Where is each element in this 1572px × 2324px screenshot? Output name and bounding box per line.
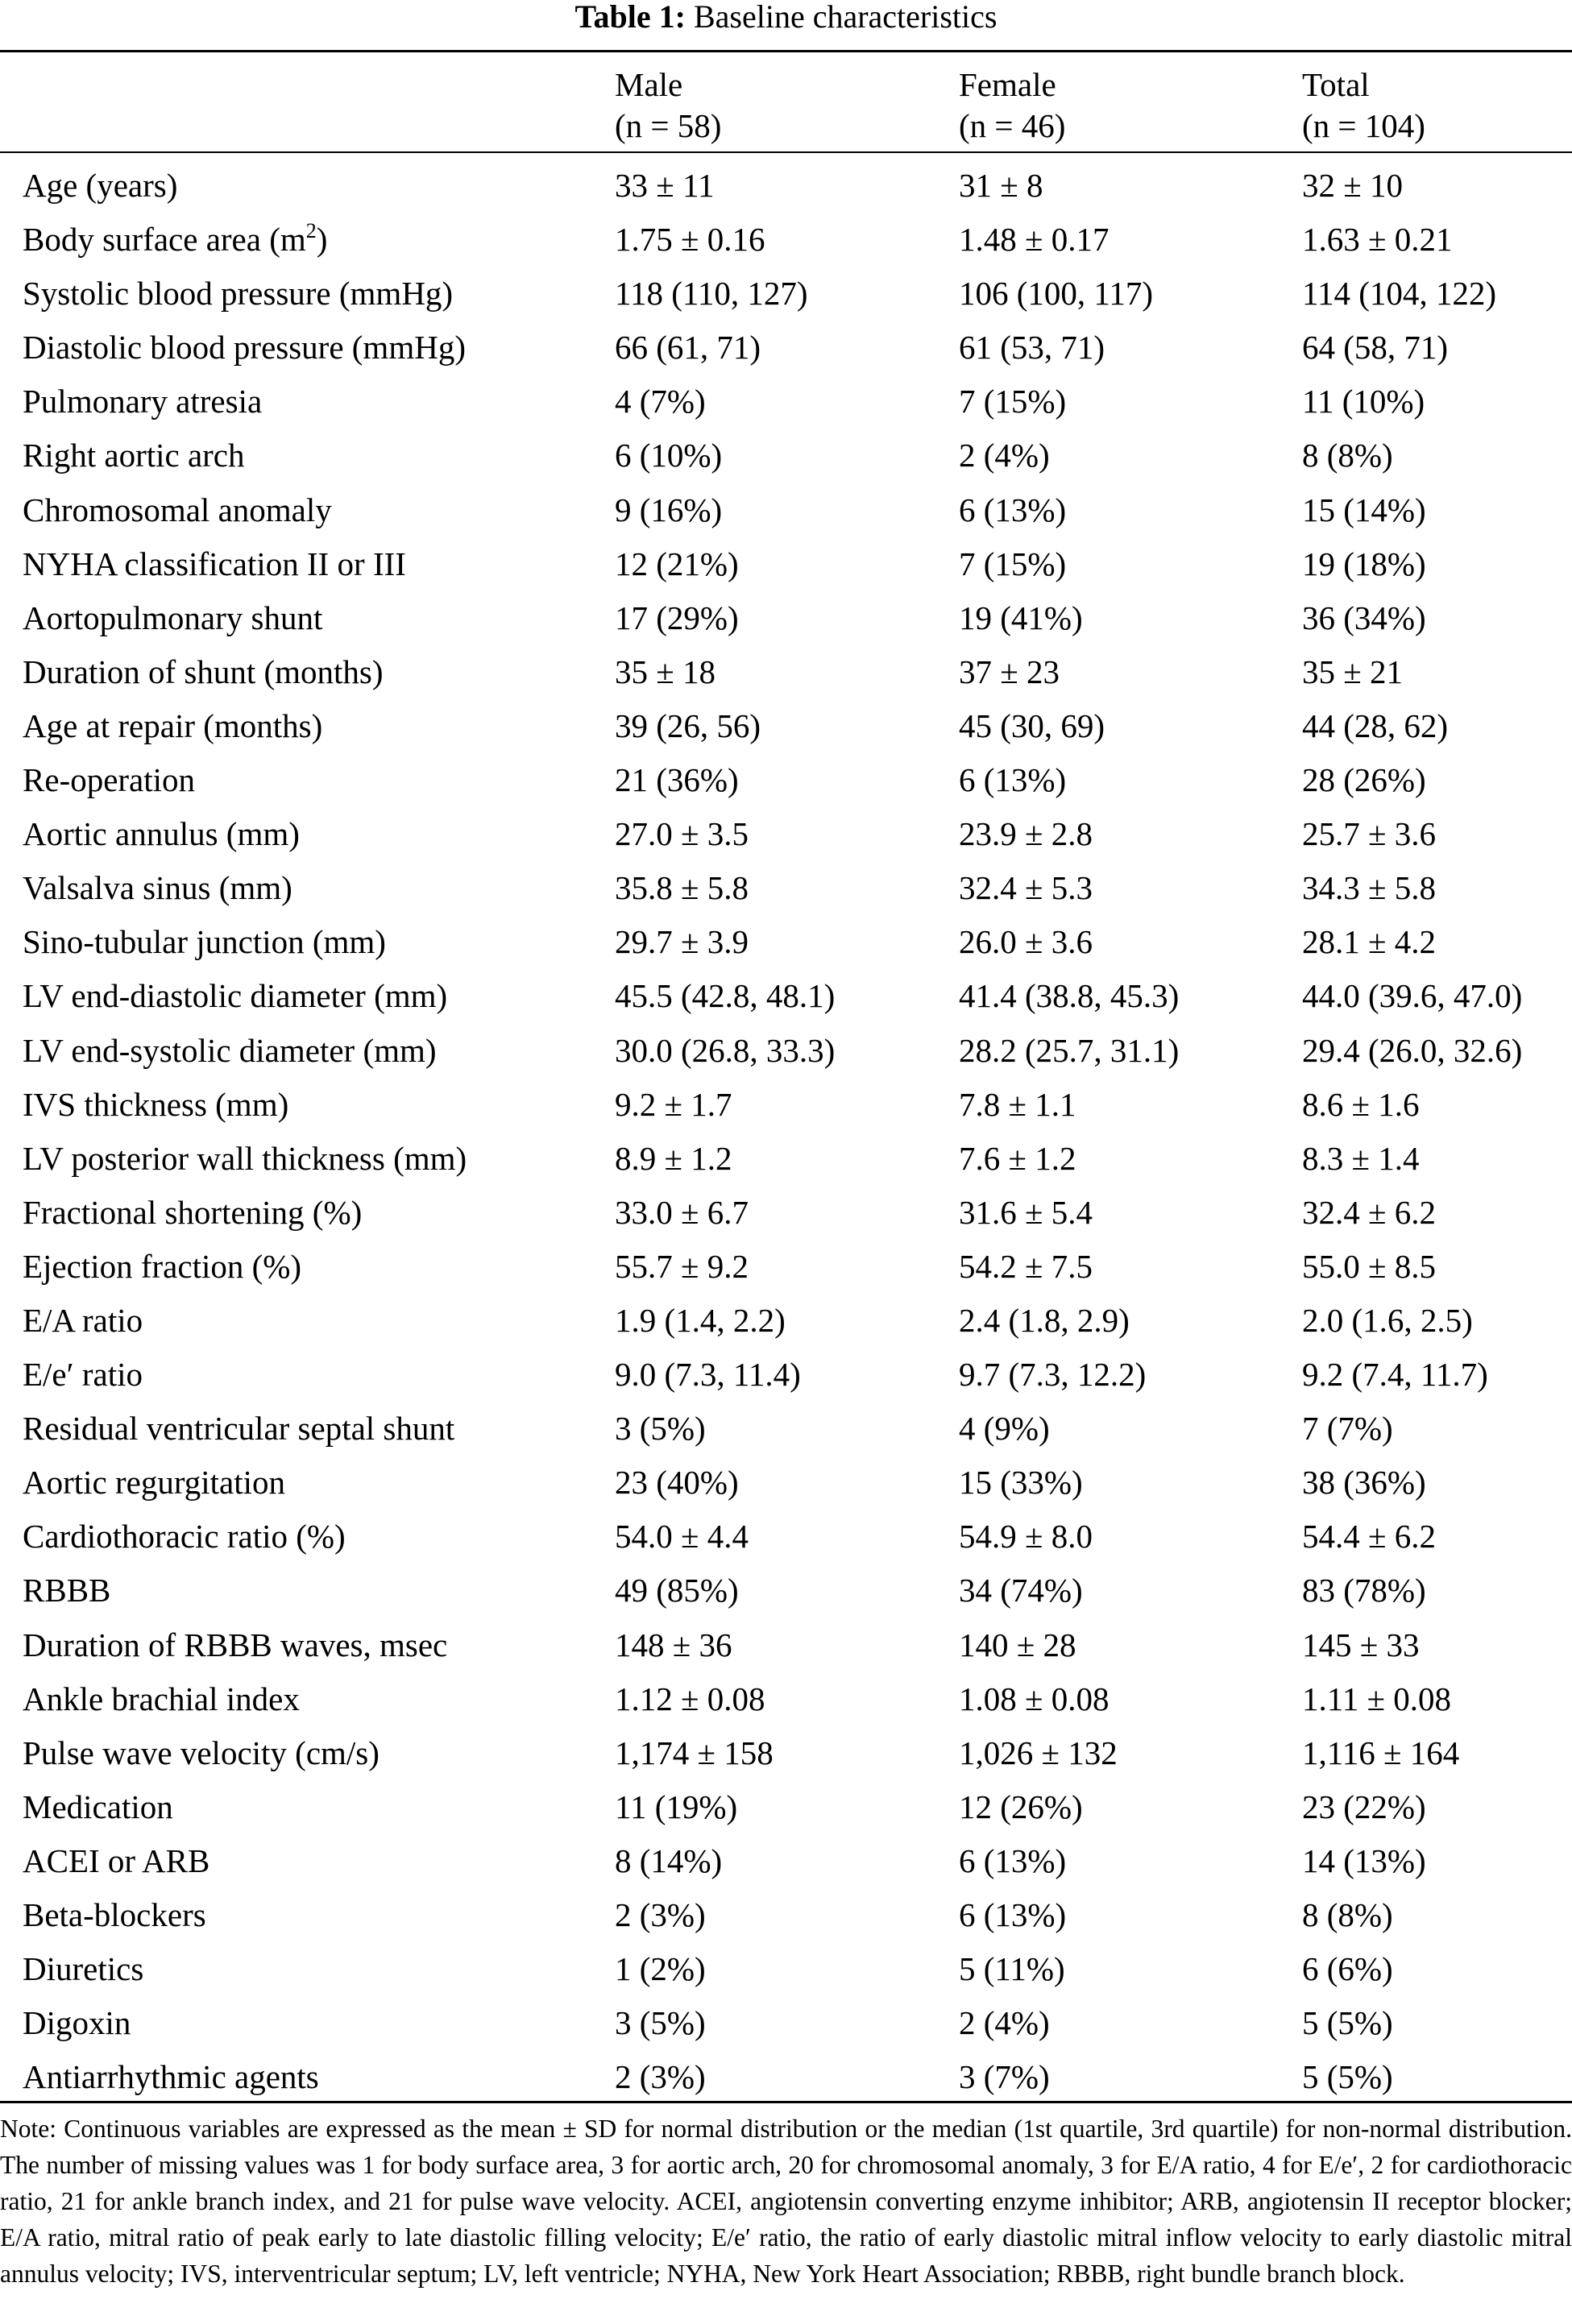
cell-male: 49 (85%)	[615, 1572, 739, 1609]
row-label	[23, 591, 322, 645]
cell-total: 19 (18%)	[1302, 545, 1426, 582]
cell-male: 66 (61, 71)	[615, 329, 761, 367]
row-label-text: Valsalva sinus (mm)	[23, 869, 292, 907]
cell-total: 34.3 ± 5.8	[1302, 869, 1437, 907]
table-row	[0, 1834, 1572, 1888]
cell-male: 1.9 (1.4, 2.2)	[615, 1301, 786, 1339]
table-caption-title: Baseline characteristics	[693, 0, 998, 35]
table-row	[0, 1456, 1572, 1510]
cell-male: 55.7 ± 9.2	[615, 1247, 749, 1285]
cell-total: 145 ± 33	[1302, 1626, 1420, 1663]
cell-total: 5 (5%)	[1302, 2058, 1393, 2096]
column-header-name: Total	[1302, 66, 1370, 103]
table-top-rule	[0, 50, 1572, 52]
cell-female: 26.0 ± 3.6	[959, 923, 1093, 961]
cell-total: 8 (8%)	[1302, 437, 1393, 474]
cell-total: 11 (10%)	[1302, 383, 1425, 420]
table-row	[0, 321, 1572, 375]
row-label	[23, 1510, 346, 1564]
cell-male: 1.12 ± 0.08	[615, 1680, 765, 1717]
table-body	[0, 159, 1572, 2104]
cell-female: 3 (7%)	[959, 2058, 1050, 2096]
cell-female: 7 (15%)	[959, 383, 1067, 420]
column-header-name: Female	[959, 66, 1056, 103]
row-label-text: Diuretics	[23, 1950, 144, 1988]
cell-total: 14 (13%)	[1302, 1841, 1426, 1879]
cell-male: 6 (10%)	[615, 437, 723, 474]
table-row	[0, 267, 1572, 321]
table-row	[0, 699, 1572, 753]
cell-female: 1.08 ± 0.08	[959, 1680, 1110, 1717]
table-row	[0, 1186, 1572, 1240]
row-label	[23, 1888, 206, 1942]
table-row	[0, 537, 1572, 591]
cell-female: 54.2 ± 7.5	[959, 1247, 1093, 1285]
row-label-superscript: 2	[305, 219, 317, 243]
cell-male: 45.5 (42.8, 48.1)	[615, 977, 836, 1015]
cell-female: 6 (13%)	[959, 1896, 1067, 1933]
row-label-text: LV end-diastolic diameter (mm)	[23, 977, 448, 1015]
cell-total: 8.6 ± 1.6	[1302, 1085, 1420, 1123]
cell-male: 3 (5%)	[615, 1410, 706, 1448]
cell-male: 12 (21%)	[615, 545, 739, 582]
cell-female: 7.8 ± 1.1	[959, 1085, 1076, 1123]
table-row	[0, 1132, 1572, 1186]
cell-male: 3 (5%)	[615, 2004, 706, 2042]
table-row	[0, 1348, 1572, 1402]
cell-total: 6 (6%)	[1302, 1950, 1393, 1988]
row-label	[23, 1780, 173, 1834]
table-row	[0, 1726, 1572, 1780]
cell-male: 9.0 (7.3, 11.4)	[615, 1356, 801, 1394]
table-row	[0, 1942, 1572, 1996]
row-label	[23, 375, 262, 429]
cell-female: 31 ± 8	[959, 167, 1043, 204]
cell-male: 54.0 ± 4.4	[615, 1518, 749, 1556]
cell-total: 32.4 ± 6.2	[1302, 1193, 1437, 1231]
row-label	[23, 1240, 301, 1294]
row-label-text: Re-operation	[23, 761, 196, 799]
cell-female: 7.6 ± 1.2	[959, 1139, 1076, 1177]
row-label	[23, 753, 195, 807]
row-label	[23, 213, 327, 267]
cell-total: 8 (8%)	[1302, 1896, 1393, 1933]
table-bottom-rule	[0, 2101, 1572, 2103]
row-label-text: Systolic blood pressure (mmHg)	[23, 275, 454, 313]
column-header-n: (n = 46)	[959, 107, 1066, 144]
row-label	[23, 699, 322, 753]
row-label-text: Residual ventricular septal shunt	[23, 1410, 455, 1448]
table-row	[0, 915, 1572, 969]
row-label	[23, 861, 292, 915]
cell-total: 36 (34%)	[1302, 599, 1426, 636]
row-label	[23, 1942, 143, 1996]
row-label-text: Ankle brachial index	[23, 1680, 300, 1717]
row-label	[23, 1294, 143, 1348]
cell-female: 61 (53, 71)	[959, 329, 1105, 367]
table-row	[0, 591, 1572, 645]
cell-female: 6 (13%)	[959, 491, 1067, 528]
table-row	[0, 1564, 1572, 1618]
cell-male: 9.2 ± 1.7	[615, 1085, 732, 1123]
row-label	[23, 645, 384, 699]
column-header-n: (n = 58)	[615, 107, 722, 144]
table-row	[0, 753, 1572, 807]
cell-male: 39 (26, 56)	[615, 706, 761, 744]
cell-total: 28.1 ± 4.2	[1302, 923, 1437, 961]
column-header-n: (n = 104)	[1302, 107, 1425, 144]
cell-female: 2 (4%)	[959, 437, 1050, 474]
row-label-text: Aortic regurgitation	[23, 1464, 286, 1502]
cell-female: 5 (11%)	[959, 1950, 1065, 1988]
cell-male: 23 (40%)	[615, 1464, 739, 1502]
cell-male: 35.8 ± 5.8	[615, 869, 749, 907]
cell-male: 9 (16%)	[615, 491, 723, 528]
cell-male: 2 (3%)	[615, 1896, 706, 1933]
table-row	[0, 861, 1572, 915]
cell-total: 35 ± 21	[1302, 652, 1404, 690]
cell-total: 32 ± 10	[1302, 167, 1404, 204]
table-row	[0, 807, 1572, 861]
cell-male: 33 ± 11	[615, 167, 715, 204]
cell-total: 44 (28, 62)	[1302, 706, 1449, 744]
table-row	[0, 1402, 1572, 1456]
row-label-text: LV posterior wall thickness (mm)	[23, 1139, 467, 1177]
cell-total: 1,116 ± 164	[1302, 1734, 1460, 1771]
row-label-text: Beta-blockers	[23, 1896, 206, 1933]
row-label	[23, 1564, 110, 1618]
row-label	[23, 807, 300, 861]
table-row	[0, 2050, 1572, 2104]
row-label-text: Duration of shunt (months)	[23, 652, 384, 690]
cell-male: 35 ± 18	[615, 652, 716, 690]
row-label	[23, 1726, 380, 1780]
column-header-female	[959, 64, 1065, 147]
row-label	[23, 537, 406, 591]
cell-total: 83 (78%)	[1302, 1572, 1426, 1609]
cell-total: 44.0 (39.6, 47.0)	[1302, 977, 1523, 1015]
table-row	[0, 1510, 1572, 1564]
table-row	[0, 483, 1572, 537]
row-label-text: Aortopulmonary shunt	[23, 599, 323, 636]
row-label-text: Duration of RBBB waves, msec	[23, 1626, 448, 1663]
cell-total: 54.4 ± 6.2	[1302, 1518, 1437, 1556]
row-label-text: E/A ratio	[23, 1301, 143, 1339]
row-label-text: Cardiothoracic ratio (%)	[23, 1518, 346, 1556]
cell-total: 15 (14%)	[1302, 491, 1426, 528]
cell-total: 1.63 ± 0.21	[1302, 221, 1453, 259]
cell-female: 19 (41%)	[959, 599, 1083, 636]
cell-male: 11 (19%)	[615, 1788, 738, 1825]
row-label	[23, 1456, 285, 1510]
table-header-rule	[0, 151, 1572, 153]
row-label-text: E/e′ ratio	[23, 1356, 143, 1394]
row-label-text: Chromosomal anomaly	[23, 491, 332, 528]
cell-male: 148 ± 36	[615, 1626, 732, 1663]
row-label	[23, 483, 332, 537]
row-label-text: Digoxin	[23, 2004, 131, 2042]
row-label-text: Right aortic arch	[23, 437, 245, 474]
row-label	[23, 1672, 300, 1726]
row-label-text: Ejection fraction (%)	[23, 1247, 302, 1285]
cell-female: 34 (74%)	[959, 1572, 1083, 1609]
cell-female: 2 (4%)	[959, 2004, 1050, 2042]
table-row	[0, 1024, 1572, 1078]
cell-male: 4 (7%)	[615, 383, 706, 420]
row-label	[23, 915, 386, 969]
table-footnote: Note: Continuous variables are expressed as the mean ± SD for normal distribution or the median (1st quartile, 3rd quartile) for non-normal distribution. The number of missing values was 1 for body surface area, 3 for aortic arch, 20 for chromosomal anomaly, 3 for E/A ratio, 4 for E/e′, 2 for cardiothoracic ratio, 21 for ankle branch index, and 21 for pulse wave velocity. ACEI, angiotensin converting enzyme inhibitor; ARB, angiotensin II receptor blocker; E/A ratio, mitral ratio of peak early to late diastolic filling velocity; E/e′ ratio, the ratio of early diastolic mitral inflow velocity to early diastolic mitral annulus velocity; IVS, interventricular septum; LV, left ventricle; NYHA, New York Heart Association; RBBB, right bundle branch block.	[0, 2115, 1572, 2288]
cell-female: 41.4 (38.8, 45.3)	[959, 977, 1180, 1015]
cell-male: 1.75 ± 0.16	[615, 221, 765, 259]
cell-male: 17 (29%)	[615, 599, 739, 636]
cell-total: 23 (22%)	[1302, 1788, 1426, 1825]
row-label-text: RBBB	[23, 1572, 111, 1609]
cell-female: 28.2 (25.7, 31.1)	[959, 1031, 1180, 1069]
cell-female: 106 (100, 117)	[959, 275, 1154, 313]
cell-female: 2.4 (1.8, 2.9)	[959, 1301, 1130, 1339]
row-label-text: Pulse wave velocity (cm/s)	[23, 1734, 380, 1771]
cell-total: 28 (26%)	[1302, 761, 1426, 799]
cell-female: 7 (15%)	[959, 545, 1067, 582]
row-label-text: Antiarrhythmic agents	[23, 2058, 319, 2096]
cell-total: 8.3 ± 1.4	[1302, 1139, 1420, 1177]
cell-total: 25.7 ± 3.6	[1302, 815, 1437, 853]
cell-male: 29.7 ± 3.9	[615, 923, 749, 961]
row-label-text: Pulmonary atresia	[23, 383, 263, 420]
cell-male: 1 (2%)	[615, 1950, 706, 1988]
row-label	[23, 267, 453, 321]
table-row	[0, 645, 1572, 699]
row-label	[23, 321, 466, 375]
cell-female: 37 ± 23	[959, 652, 1060, 690]
row-label	[23, 429, 245, 483]
row-label	[23, 1996, 131, 2050]
table-row	[0, 969, 1572, 1023]
table-row	[0, 1618, 1572, 1672]
cell-male: 27.0 ± 3.5	[615, 815, 749, 853]
row-label-text: IVS thickness (mm)	[23, 1085, 289, 1123]
column-header-male	[615, 64, 721, 147]
cell-male: 118 (110, 127)	[615, 275, 808, 313]
row-label	[23, 1024, 437, 1078]
cell-male: 33.0 ± 6.7	[615, 1193, 749, 1231]
table-row	[0, 1078, 1572, 1132]
cell-total: 55.0 ± 8.5	[1302, 1247, 1437, 1285]
cell-female: 6 (13%)	[959, 761, 1067, 799]
table-row	[0, 213, 1572, 267]
cell-total: 38 (36%)	[1302, 1464, 1426, 1502]
cell-female: 9.7 (7.3, 12.2)	[959, 1356, 1147, 1394]
table-caption-label: Table 1:	[574, 0, 686, 35]
table-row	[0, 1888, 1572, 1942]
table-row	[0, 159, 1572, 213]
row-label-text: Fractional shortening (%)	[23, 1193, 363, 1231]
row-label-text: ACEI or ARB	[23, 1841, 210, 1879]
cell-female: 23.9 ± 2.8	[959, 815, 1093, 853]
cell-total: 7 (7%)	[1302, 1410, 1393, 1448]
cell-male: 8 (14%)	[615, 1841, 723, 1879]
row-label	[23, 1078, 288, 1132]
column-header-name: Male	[615, 66, 683, 103]
row-label-text: Medication	[23, 1788, 173, 1825]
table-row	[0, 1240, 1572, 1294]
cell-male: 8.9 ± 1.2	[615, 1139, 732, 1177]
row-label	[23, 1348, 143, 1402]
table-row	[0, 1780, 1572, 1834]
row-label-text: Aortic annulus (mm)	[23, 815, 300, 853]
row-label	[23, 1132, 467, 1186]
cell-total: 5 (5%)	[1302, 2004, 1393, 2042]
row-label	[23, 1618, 447, 1672]
row-label-text: LV end-systolic diameter (mm)	[23, 1031, 437, 1069]
cell-female: 45 (30, 69)	[959, 706, 1105, 744]
row-label	[23, 969, 447, 1023]
cell-female: 140 ± 28	[959, 1626, 1076, 1663]
table-row	[0, 1996, 1572, 2050]
row-label-text: Diastolic blood pressure (mmHg)	[23, 329, 466, 367]
cell-female: 32.4 ± 5.3	[959, 869, 1093, 907]
cell-female: 1.48 ± 0.17	[959, 221, 1110, 259]
table-row	[0, 1672, 1572, 1726]
row-label-text: Body surface area (m	[23, 221, 306, 259]
row-label	[23, 2050, 319, 2104]
cell-total: 9.2 (7.4, 11.7)	[1302, 1356, 1488, 1394]
row-label-text: Age at repair (months)	[23, 706, 323, 744]
table-row	[0, 375, 1572, 429]
row-label	[23, 1402, 454, 1456]
row-label-suffix: )	[316, 221, 328, 259]
cell-female: 12 (26%)	[959, 1788, 1083, 1825]
cell-female: 1,026 ± 132	[959, 1734, 1118, 1771]
table-row	[0, 429, 1572, 483]
row-label-text: Age (years)	[23, 167, 178, 204]
cell-female: 31.6 ± 5.4	[959, 1193, 1093, 1231]
table-row	[0, 1294, 1572, 1348]
cell-total: 64 (58, 71)	[1302, 329, 1449, 367]
row-label	[23, 1834, 209, 1888]
cell-total: 29.4 (26.0, 32.6)	[1302, 1031, 1523, 1069]
cell-female: 6 (13%)	[959, 1841, 1067, 1879]
column-header-total	[1302, 64, 1425, 147]
cell-total: 114 (104, 122)	[1302, 275, 1497, 313]
cell-female: 4 (9%)	[959, 1410, 1050, 1448]
cell-male: 21 (36%)	[615, 761, 739, 799]
cell-female: 54.9 ± 8.0	[959, 1518, 1093, 1556]
row-label	[23, 159, 177, 213]
table-caption	[0, 0, 1572, 39]
cell-male: 1,174 ± 158	[615, 1734, 774, 1771]
cell-total: 2.0 (1.6, 2.5)	[1302, 1301, 1473, 1339]
row-label	[23, 1186, 362, 1240]
cell-male: 2 (3%)	[615, 2058, 706, 2096]
row-label-text: NYHA classification II or III	[23, 545, 406, 582]
cell-total: 1.11 ± 0.08	[1302, 1680, 1451, 1717]
cell-female: 15 (33%)	[959, 1464, 1083, 1502]
row-label-text: Sino-tubular junction (mm)	[23, 923, 386, 961]
cell-male: 30.0 (26.8, 33.3)	[615, 1031, 836, 1069]
